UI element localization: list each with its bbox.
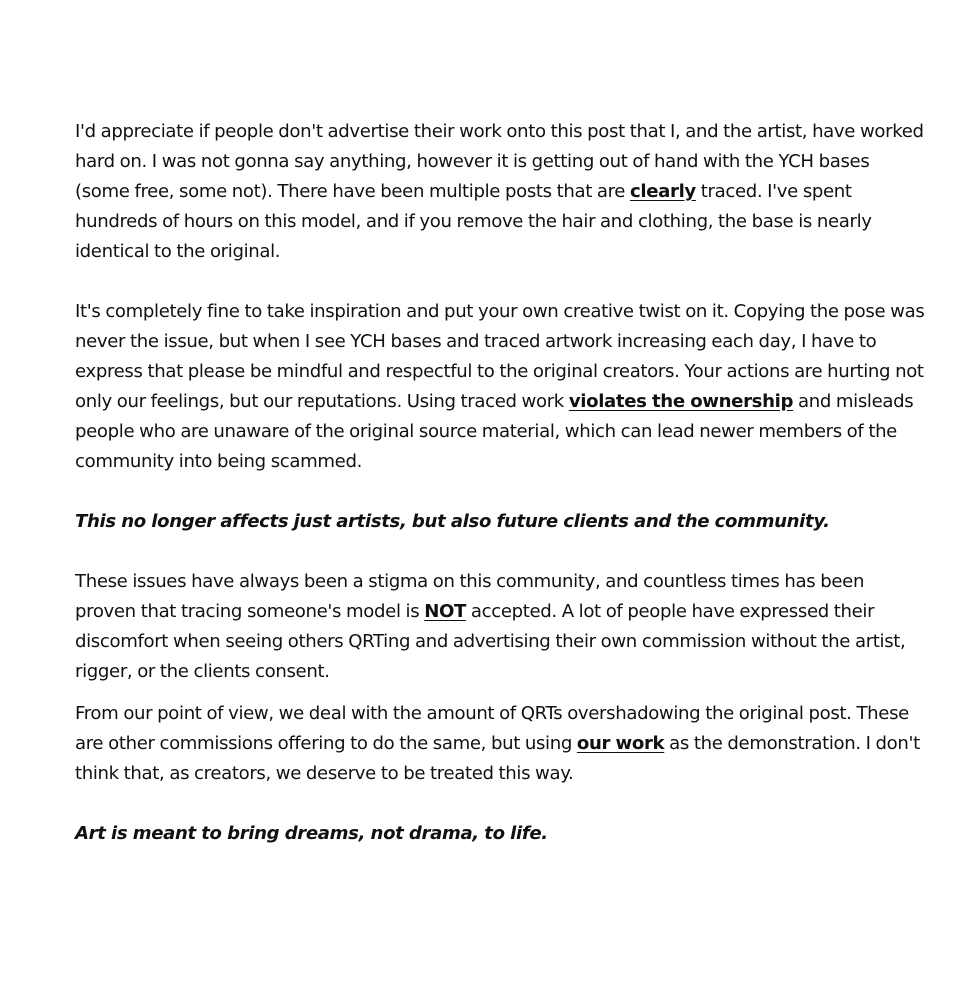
emphasis-our-work: our work <box>576 733 665 754</box>
statement-document <box>75 117 925 849</box>
text-run: It's completely fine to take inspiration and put your own creative twist on it. Copying the pose was never the issue, but when I see YCH bases and traced artwork increasing each day, I have to express that please be mindful and respectful to the original creators. Your actions are hurting not only our feelings, but our reputations. Using traced work <box>75 301 925 412</box>
emphasis-violates-ownership: violates the ownership <box>568 391 794 412</box>
emphasis-clearly: clearly <box>629 181 696 202</box>
callout-community: This no longer affects just artists, but also future clients and the community. <box>75 511 830 532</box>
text-run: I'd appreciate if people don't advertise their work onto this post that I, and the artist, have worked hard on. I was not gonna say anything, however it is getting out of hand with the YCH bases (some free, some not). There have been multiple posts that are <box>75 121 924 202</box>
text-run: as the demonstration. I don't think that, as creators, we deserve to be treated this way. <box>75 733 920 784</box>
text-run: From our point of view, we deal with the amount of QRTs overshadowing the original post. These are other commissions offering to do the same, but using <box>75 703 909 754</box>
emphasis-not: NOT <box>424 601 467 622</box>
text-run: traced. I've spent hundreds of hours on this model, and if you remove the hair and clothing, the base is nearly identical to the original. <box>75 181 872 262</box>
text-run: and misleads people who are unaware of the original source material, which can lead newer members of the community into being scammed. <box>75 391 914 472</box>
callout-closing: Art is meant to bring dreams, not drama, to life. <box>75 823 548 844</box>
paragraph-advertising <box>75 117 925 267</box>
paragraph-stigma <box>75 567 925 687</box>
paragraph-qrts <box>75 699 925 789</box>
text-run: accepted. A lot of people have expressed their discomfort when seeing others QRTing and advertising their own commission without the artist, rigger, or the clients consent. <box>75 601 906 682</box>
paragraph-inspiration <box>75 297 925 477</box>
text-run: These issues have always been a stigma on this community, and countless times has been proven that tracing someone's model is <box>75 571 865 622</box>
